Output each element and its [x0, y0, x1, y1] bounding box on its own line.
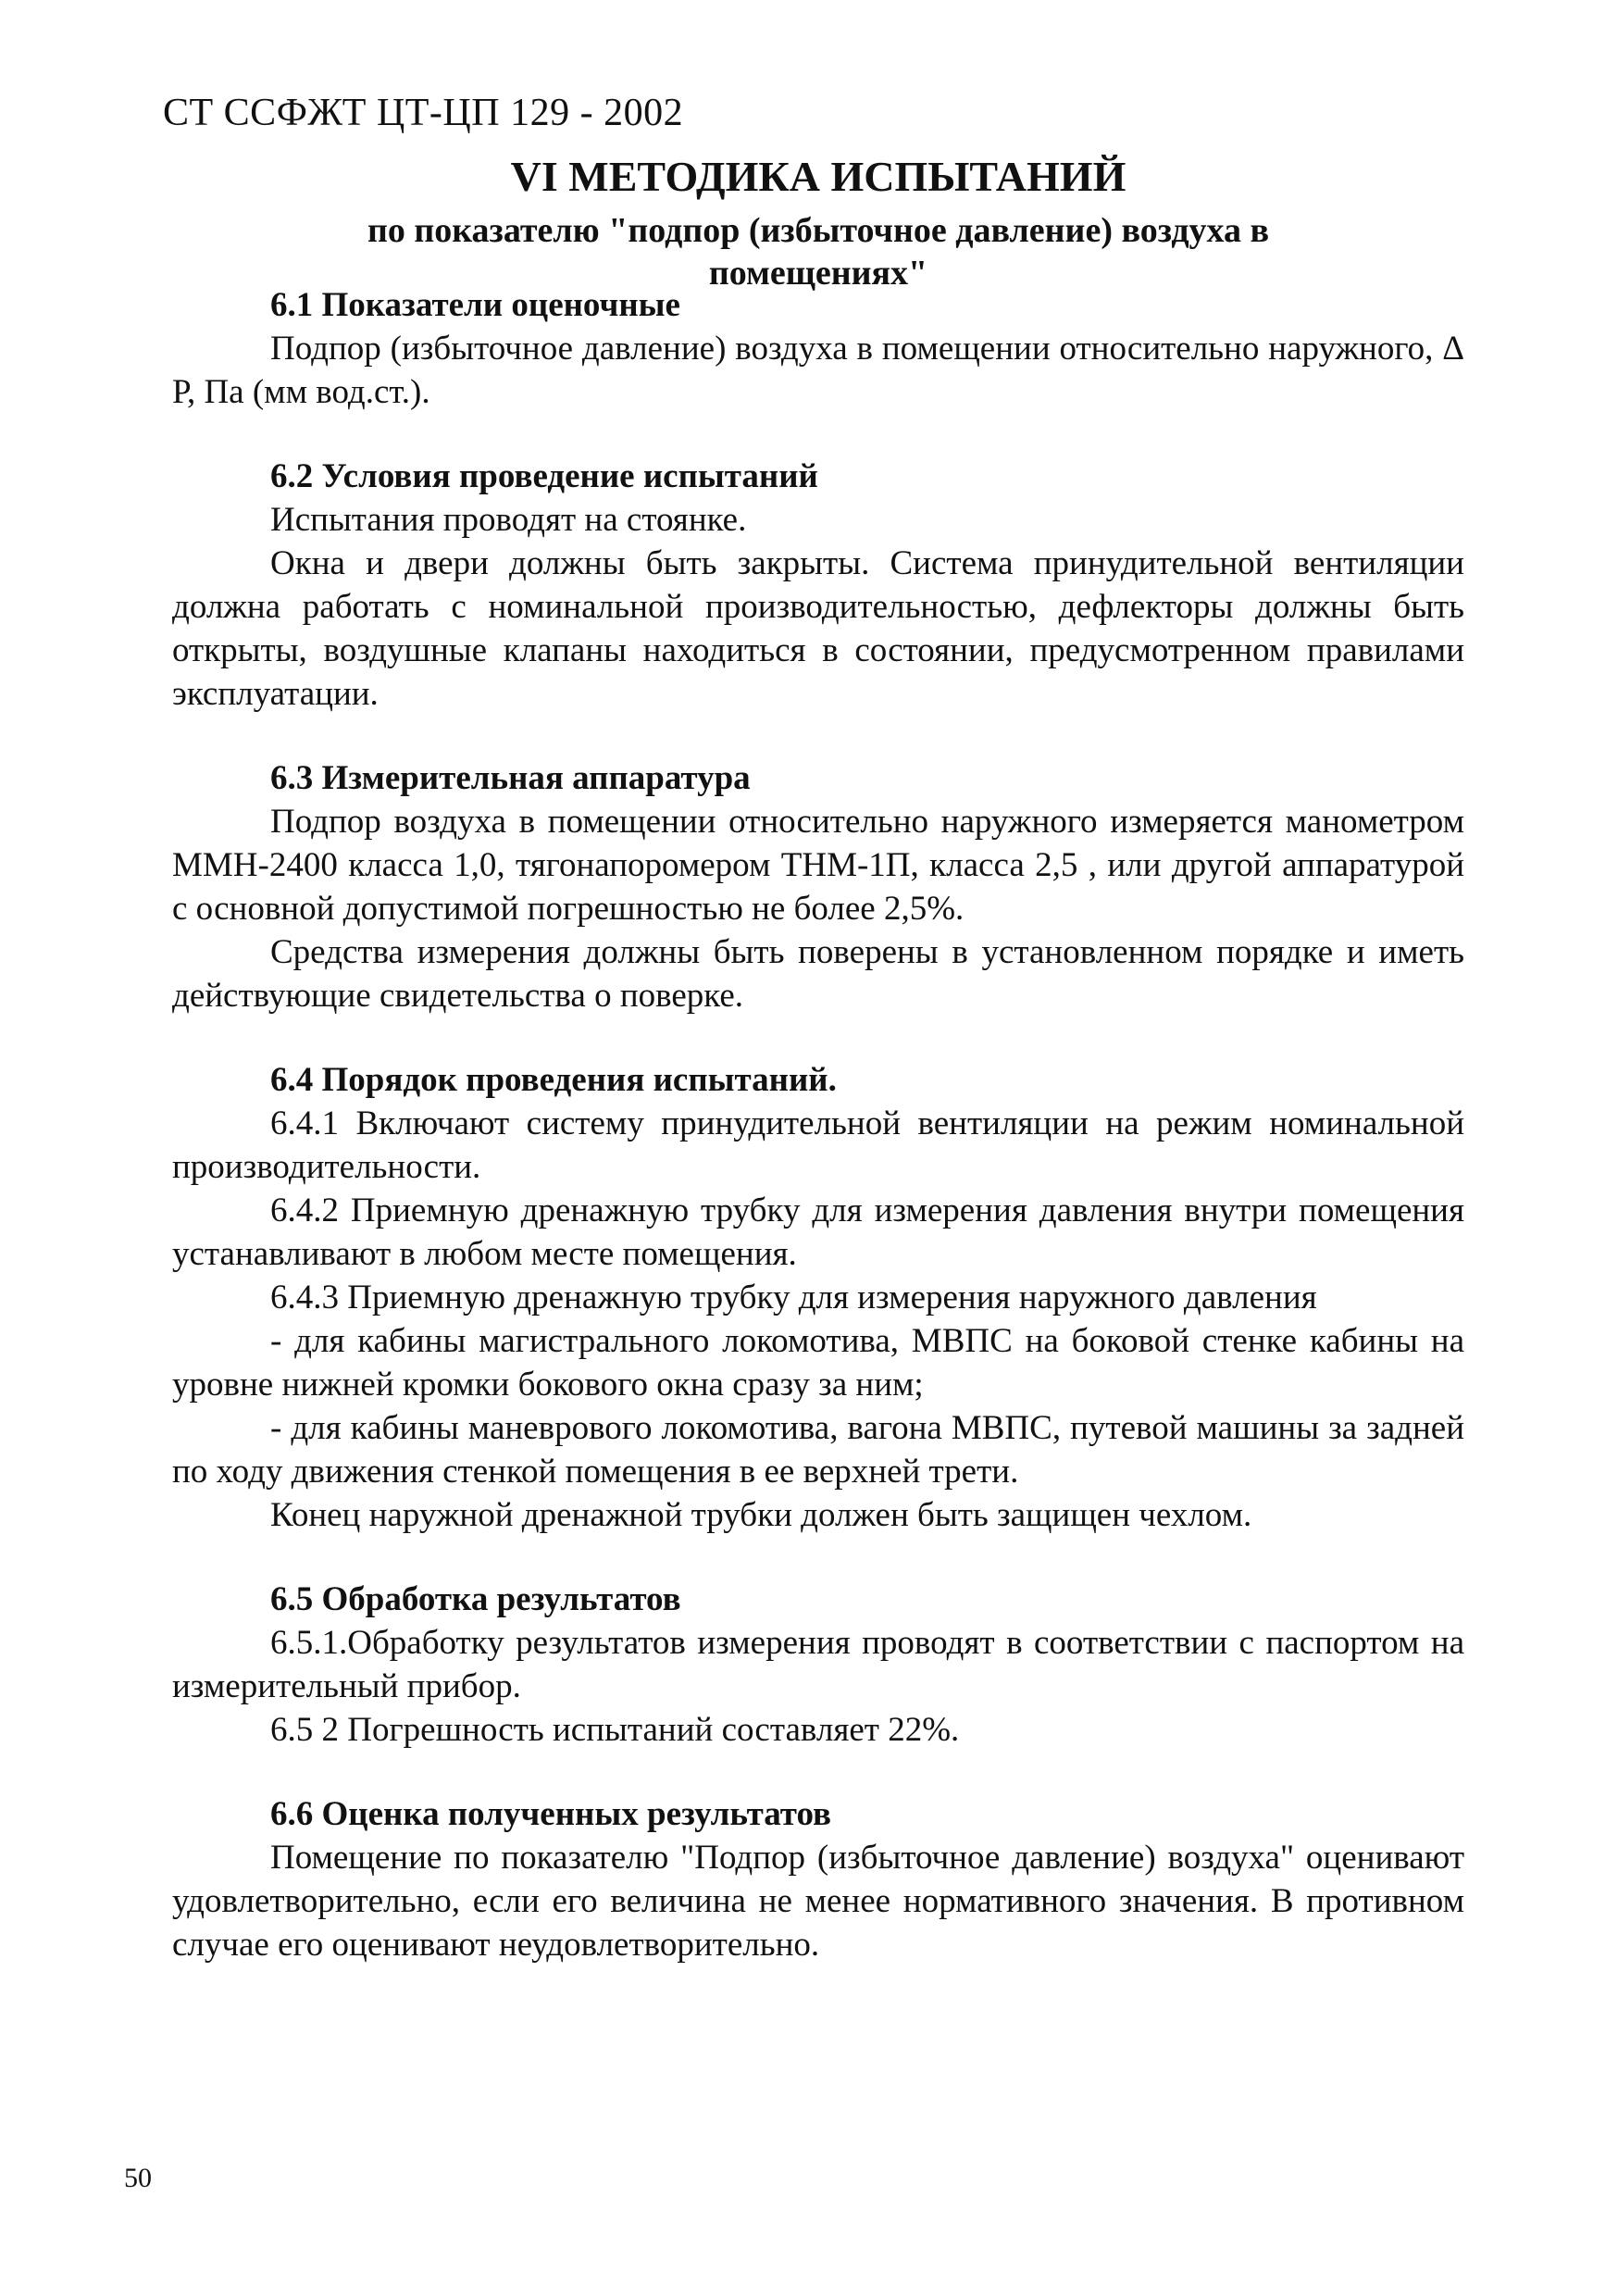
- section-6-4: [172, 1058, 1464, 1537]
- paragraph: 6.4.1 Включают систему принудительной вентиляции на режим номинальной производительности.: [172, 1104, 1464, 1186]
- paragraph: Окна и двери должны быть закрыты. Система принудительной вентиляции должна работать с номинальной производительностью, дефлекторы должны быть открыты, воздушные клапаны находиться в состоянии, предусмотренном правилами эксплуатации.: [172, 544, 1464, 713]
- paragraph: Подпор (избыточное давление) воздуха в помещении относительно наружного, Δ Р, Па (мм вод.ст.).: [172, 330, 1464, 411]
- section-6-1: [172, 283, 1464, 414]
- section-6-3: [172, 756, 1464, 1017]
- paragraph: 6.4.2 Приемную дренажную трубку для измерения давления внутри помещения устанавливают в любом месте помещения.: [172, 1192, 1464, 1273]
- paragraph: - для кабины маневрового локомотива, вагона МВПС, путевой машины за задней по ходу движения стенкой помещения в ее верхней трети.: [172, 1409, 1464, 1491]
- section-6-6: [172, 1792, 1464, 1966]
- section-title: 6.1 Показатели оценочные: [270, 286, 680, 324]
- document-code-header: СТ ССФЖТ ЦТ-ЦП 129 - 2002: [163, 92, 684, 134]
- section-title: 6.6 Оценка полученных результатов: [270, 1795, 832, 1833]
- paragraph: 6.5 2 Погрешность испытаний составляет 22%.: [270, 1711, 960, 1749]
- paragraph: Подпор воздуха в помещении относительно наружного измеряется манометром ММН-2400 класса 1,0, тягонапоромером ТНМ-1П, класса 2,5 , или другой аппаратурой с основной допустимой погрешностью не более 2,5%.: [172, 803, 1464, 928]
- section-title: 6.2 Условия проведение испытаний: [270, 457, 818, 495]
- section-6-5: [172, 1578, 1464, 1752]
- section-6-2: [172, 455, 1464, 716]
- paragraph: - для кабины магистрального локомотива, МВПС на боковой стенке кабины на уровне нижней кромки бокового окна сразу за ним;: [172, 1322, 1464, 1404]
- paragraph: Средства измерения должны быть поверены в установленном порядке и иметь действующие свидетельства о поверке.: [172, 933, 1464, 1015]
- paragraph: Конец наружной дренажной трубки должен быть защищен чехлом.: [270, 1496, 1252, 1534]
- document-body: [172, 283, 1464, 2007]
- paragraph: Помещение по показателю "Подпор (избыточное давление) воздуха" оценивают удовлетворительно, если его величина не менее нормативного значения. В противном случае его оценивают неудовлетворительно.: [172, 1839, 1464, 1964]
- chapter-subtitle: по показателю "подпор (избыточное давление) воздуха в помещениях": [367, 211, 1270, 293]
- paragraph: 6.4.3 Приемную дренажную трубку для измерения наружного давления: [270, 1279, 1317, 1316]
- title-block: [172, 150, 1464, 294]
- paragraph: Испытания проводят на стоянке.: [270, 501, 747, 539]
- section-title: 6.4 Порядок проведения испытаний.: [270, 1061, 837, 1099]
- section-title: 6.3 Измерительная аппаратура: [270, 759, 751, 797]
- section-title: 6.5 Обработка результатов: [270, 1580, 681, 1618]
- chapter-title: VI МЕТОДИКА ИСПЫТАНИЙ: [510, 153, 1126, 200]
- page-number: 50: [124, 2163, 152, 2193]
- paragraph: 6.5.1.Обработку результатов измерения проводят в соответствии с паспортом на измерительный прибор.: [172, 1624, 1464, 1705]
